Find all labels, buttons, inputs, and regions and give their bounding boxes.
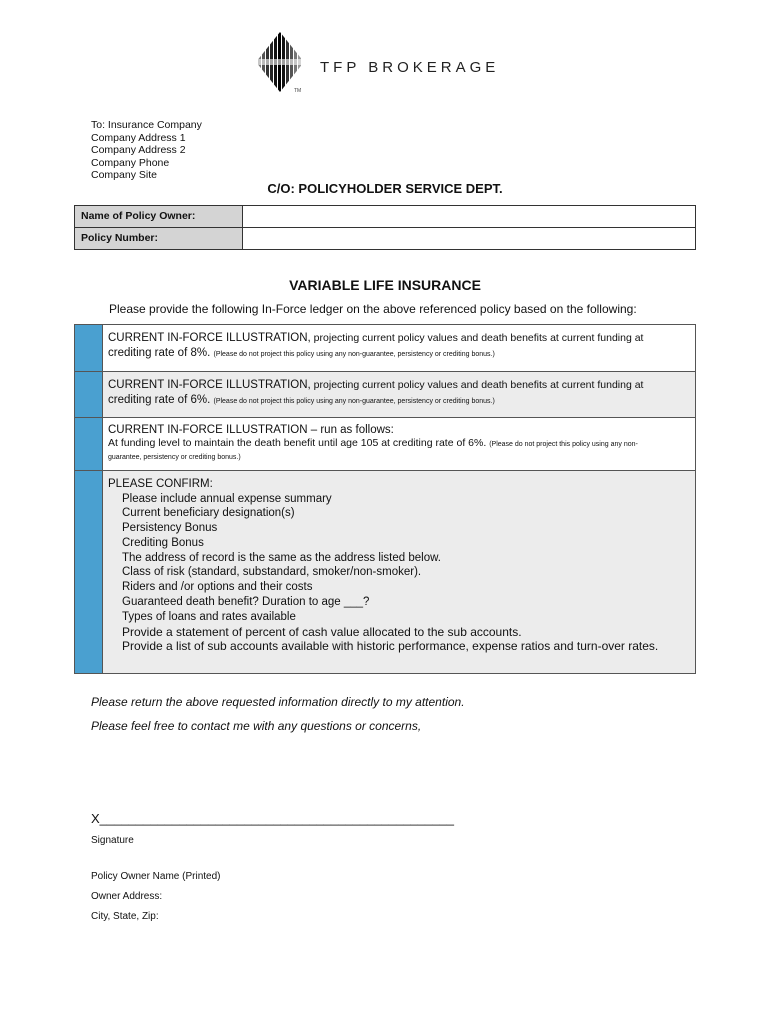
policy-owner-label: Name of Policy Owner: bbox=[75, 206, 243, 227]
policy-info-table bbox=[74, 205, 696, 250]
option-rate: crediting rate of 8%. bbox=[108, 346, 211, 359]
option-checkbox[interactable] bbox=[75, 418, 103, 470]
list-item: Persistency Bonus bbox=[122, 522, 218, 535]
list-item: Provide a statement of percent of cash value allocated to the sub accounts. bbox=[122, 624, 522, 639]
option-desc: projecting current policy values and death benefits at current funding at bbox=[310, 379, 644, 391]
recipient-address bbox=[91, 119, 202, 182]
option-desc: At funding level to maintain the death benefit until age 105 at crediting rate of 6%. bbox=[108, 437, 487, 449]
signature-line[interactable]: X_________________________________________________ bbox=[91, 811, 454, 826]
city-state-zip-label: City, State, Zip: bbox=[91, 911, 159, 922]
option-row[interactable] bbox=[75, 418, 695, 471]
list-item: Please include annual expense summary bbox=[122, 492, 332, 505]
option-checkbox[interactable] bbox=[75, 372, 103, 417]
option-row[interactable] bbox=[75, 372, 695, 418]
option-text bbox=[108, 424, 689, 464]
option-checkbox[interactable] bbox=[75, 471, 103, 673]
owner-address-label: Owner Address: bbox=[91, 891, 163, 902]
confirm-heading: PLEASE CONFIRM: bbox=[108, 478, 213, 490]
closing-line-1: Please return the above requested information directly to my attention. bbox=[91, 695, 465, 709]
list-item: Current beneficiary designation(s) bbox=[122, 507, 295, 520]
list-item: The address of record is the same as the address listed below. bbox=[122, 551, 441, 564]
option-note: guarantee, persistency or crediting bonus.) bbox=[108, 454, 241, 461]
list-item: Class of risk (standard, substandard, smoker/non-smoker). bbox=[122, 566, 422, 579]
option-note: (Please do not project this policy using any non-guarantee, persistency or crediting bonus.) bbox=[213, 350, 495, 358]
policy-number-row bbox=[75, 228, 695, 249]
policy-number-label: Policy Number: bbox=[75, 228, 243, 249]
option-lead: CURRENT IN-FORCE ILLUSTRATION, bbox=[108, 332, 311, 344]
care-of-heading: C/O: POLICYHOLDER SERVICE DEPT. bbox=[267, 181, 503, 196]
address-line: Company Address 2 bbox=[91, 144, 186, 157]
list-item: Provide a list of sub accounts available with historic performance, expense ratios and turn-over rates. bbox=[122, 639, 659, 654]
request-options bbox=[74, 324, 696, 674]
trademark-mark: TM bbox=[294, 88, 302, 94]
option-row[interactable] bbox=[75, 325, 695, 372]
address-line: Company Site bbox=[91, 169, 157, 182]
list-item: Crediting Bonus bbox=[122, 536, 204, 549]
confirm-list bbox=[108, 492, 689, 655]
tfp-logo-mark-icon bbox=[256, 32, 304, 92]
confirm-row[interactable] bbox=[75, 471, 695, 673]
list-item: Riders and /or options and their costs bbox=[122, 581, 313, 594]
section-title: VARIABLE LIFE INSURANCE bbox=[289, 277, 481, 293]
option-text bbox=[108, 378, 689, 409]
brand-logo bbox=[256, 32, 516, 102]
list-item: Types of loans and rates available bbox=[122, 610, 296, 623]
option-lead: CURRENT IN-FORCE ILLUSTRATION, bbox=[108, 379, 311, 391]
option-rate: crediting rate of 6%. bbox=[108, 393, 211, 406]
address-line: Company Phone bbox=[91, 156, 170, 169]
address-line: Company Address 1 bbox=[91, 131, 186, 144]
policy-owner-row bbox=[75, 206, 695, 228]
option-lead: CURRENT IN-FORCE ILLUSTRATION – run as follows: bbox=[108, 424, 394, 436]
option-desc: projecting current policy values and death benefits at current funding at bbox=[310, 332, 644, 344]
owner-name-label: Policy Owner Name (Printed) bbox=[91, 871, 221, 882]
option-text bbox=[108, 331, 689, 362]
list-item: Guaranteed death benefit? Duration to age ___? bbox=[122, 596, 370, 609]
policy-owner-field[interactable] bbox=[243, 206, 695, 227]
confirm-text bbox=[108, 477, 689, 654]
address-line: To: Insurance Company bbox=[91, 119, 202, 131]
closing-line-2: Please feel free to contact me with any questions or concerns, bbox=[91, 719, 422, 733]
intro-text: Please provide the following In-Force ledger on the above referenced policy based on the following: bbox=[109, 302, 637, 316]
option-note: (Please do not project this policy using any non-guarantee, persistency or crediting bonus.) bbox=[213, 397, 495, 405]
signature-label: Signature bbox=[91, 835, 134, 846]
option-checkbox[interactable] bbox=[75, 325, 103, 371]
brand-name: TFP BROKERAGE bbox=[320, 59, 500, 76]
policy-number-field[interactable] bbox=[243, 228, 695, 249]
option-note: (Please do not project this policy using any non- bbox=[489, 441, 638, 448]
